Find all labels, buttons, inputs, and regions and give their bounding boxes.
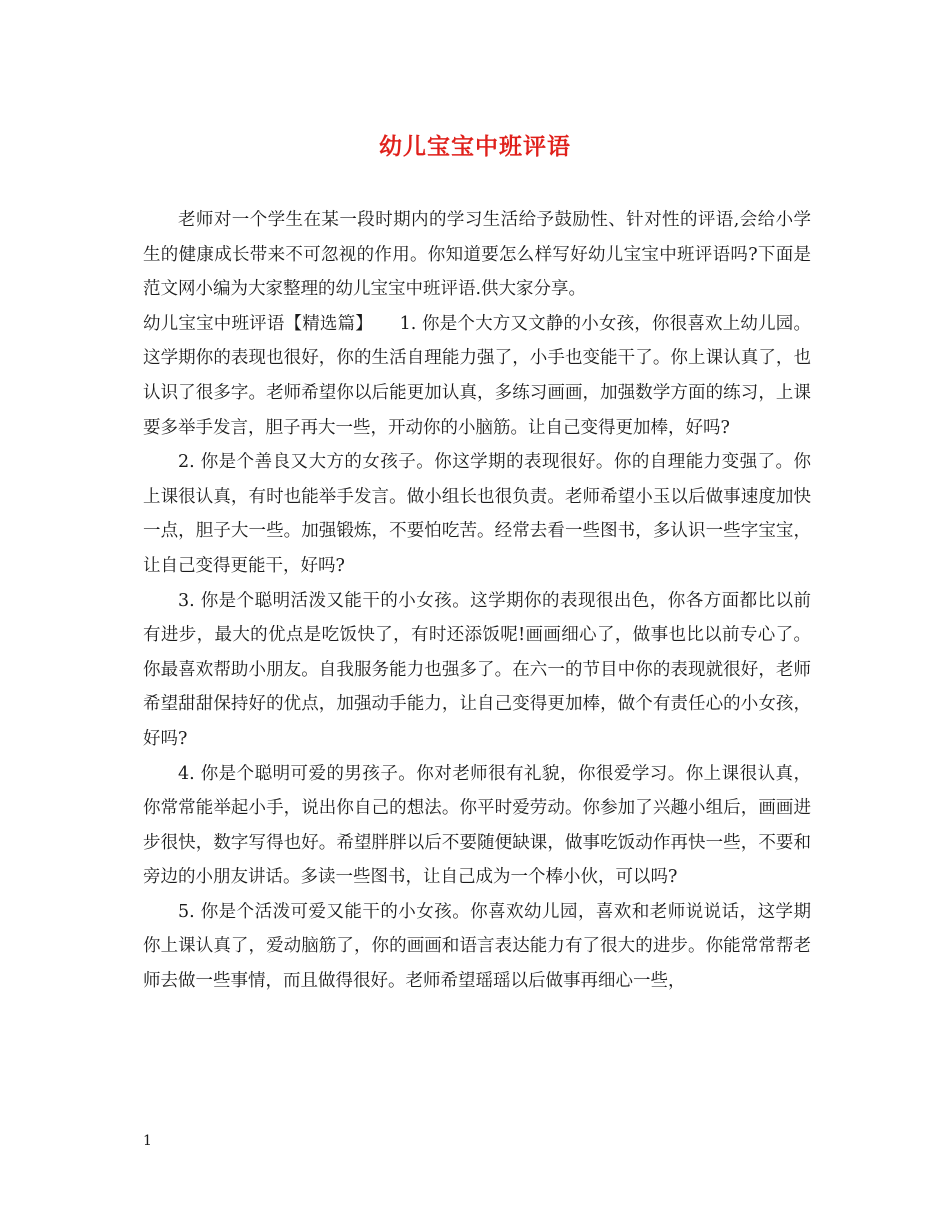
document-title: 幼儿宝宝中班评语 — [379, 133, 571, 160]
comment-paragraph-1: 幼儿宝宝中班评语【精选篇】 1. 你是个大方又文静的小女孩，你很喜欢上幼儿园。这学期你的表现也很好，你的生活自理能力强了，小手也变能干了。你上课认真了，也认识了很多字。老师希望你以后能更加认真，多练习画画，加强数学方面的练习，上课要多举手发言，胆子再大一些，开动你的小脑筋。让自己变得更加棒，好吗? — [143, 313, 811, 438]
document-body — [143, 203, 811, 999]
comment-paragraph-2: 2. 你是个善良又大方的女孩子。你这学期的表现很好。你的自理能力变强了。你上课很认真，有时也能举手发言。做小组长也很负责。老师希望小玉以后做事速度加快一点，胆子大一些。加强锻炼，不要怕吃苦。经常去看一些图书，多认识一些字宝宝，让自己变得更能干，好吗? — [143, 452, 811, 576]
comment-paragraph-3: 3. 你是个聪明活泼又能干的小女孩。这学期你的表现很出色，你各方面都比以前有进步，最大的优点是吃饭快了，有时还添饭呢!画画细心了，做事也比以前专心了。你最喜欢帮助小朋友。自我服务能力也强多了。在六一的节目中你的表现就很好，老师希望甜甜保持好的优点，加强动手能力，让自己变得更加棒，做个有责任心的小女孩，好吗? — [143, 590, 811, 749]
intro-paragraph: 老师对一个学生在某一段时期内的学习生活给予鼓励性、针对性的评语,会给小学生的健康成长带来不可忽视的作用。你知道要怎么样写好幼儿宝宝中班评语吗?下面是范文网小编为大家整理的幼儿宝宝中班评语.供大家分享。 — [143, 210, 811, 300]
comment-paragraph-5: 5. 你是个活泼可爱又能干的小女孩。你喜欢幼儿园，喜欢和老师说说话，这学期你上课认真了，爱动脑筋了，你的画画和语言表达能力有了很大的进步。你能常常帮老师去做一些事情，而且做得很好。老师希望瑶瑶以后做事再细心一些， — [143, 901, 811, 992]
comment-paragraph-4: 4. 你是个聪明可爱的男孩子。你对老师很有礼貌，你很爱学习。你上课很认真，你常常能举起小手，说出你自己的想法。你平时爱劳动。你参加了兴趣小组后，画画进步很快，数字写得也好。希望胖胖以后不要随便缺课，做事吃饭动作再快一些，不要和旁边的小朋友讲话。多读一些图书，让自己成为一个棒小伙，可以吗? — [143, 763, 811, 888]
page-number: 1 — [143, 1133, 152, 1149]
